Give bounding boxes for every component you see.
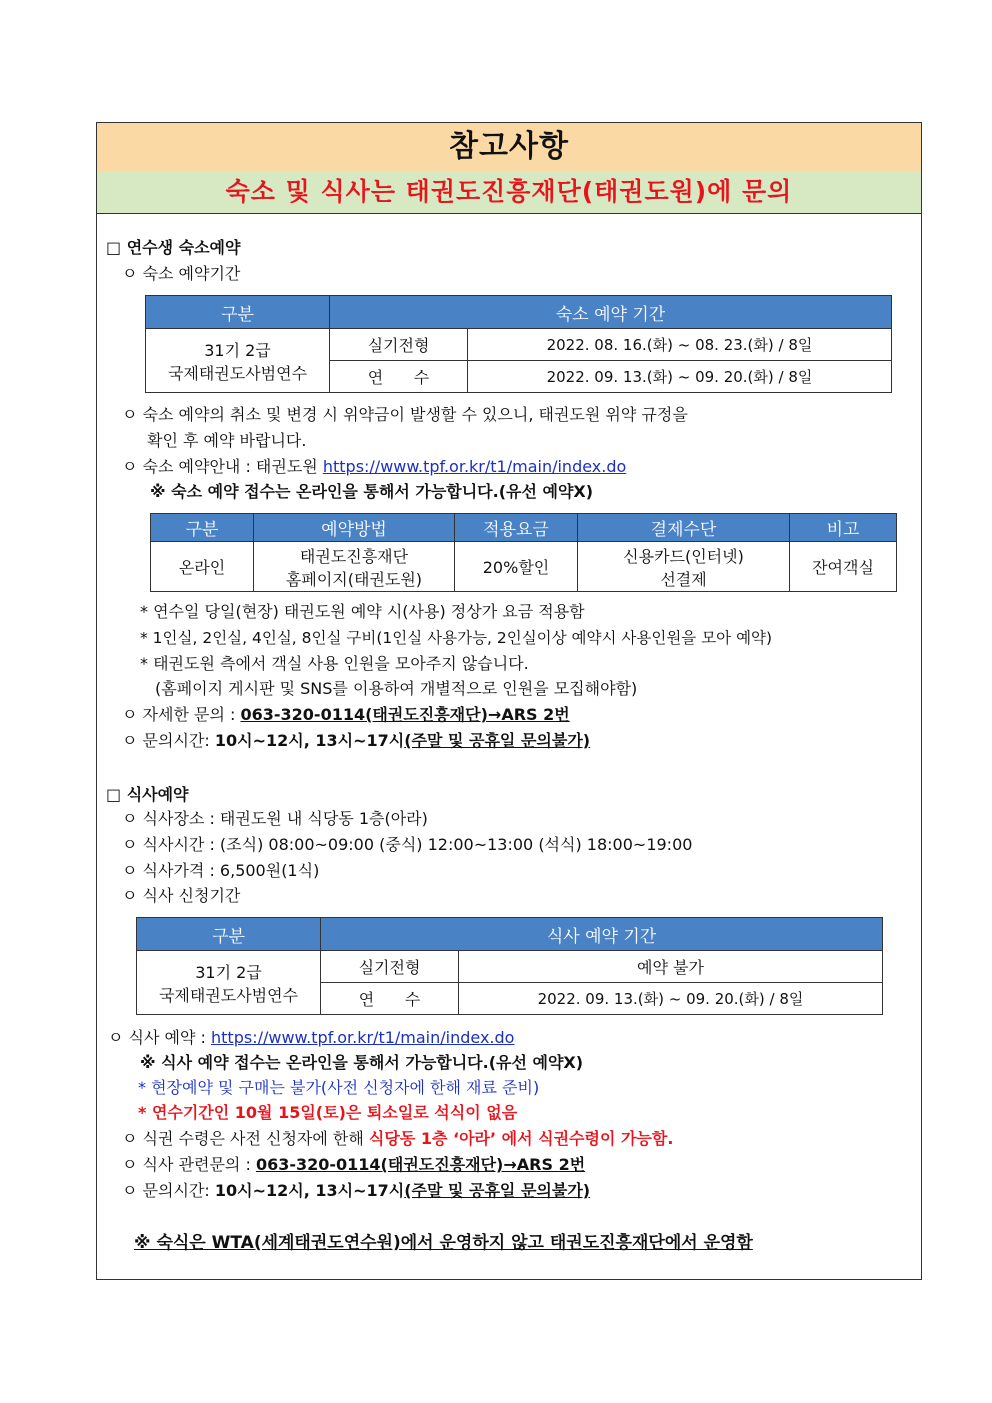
meal-onsite-note: * 현장예약 및 구매는 불가(사전 신청자에 한해 재료 준비) [138, 1078, 540, 1097]
footer-note: ※ 숙식은 WTA(세계태권도연수원)에서 운영하지 않고 태권도진흥재단에서 운영함 [134, 1233, 753, 1253]
lodging-note: (홈페이지 게시판 및 SNS를 이용하여 개별적으로 인원을 모집해야함) [155, 679, 638, 698]
meal-hours [122, 1180, 590, 1202]
meal-reserve-link[interactable]: https://www.tpf.or.kr/t1/main/index.do [211, 1028, 515, 1047]
table-header: 구분 [151, 514, 254, 542]
hours-note: (주말 및 공휴일 문의불가) [404, 731, 591, 750]
contact-phone: 063-320-0114(태권도진흥재단)→ARS 2번 [240, 705, 570, 724]
table-header: 비고 [790, 514, 897, 542]
lodging-note: * 태권도원 측에서 객실 사용 인원을 모아주지 않습니다. [140, 654, 529, 673]
lodging-guide-link[interactable]: https://www.tpf.or.kr/t1/main/index.do [322, 457, 627, 476]
meal-online-note: ※ 식사 예약 접수는 온라인을 통해서 가능합니다.(유선 예약X) [140, 1053, 584, 1072]
table-header: 식사 예약 기간 [321, 918, 883, 951]
lodging-contact [122, 704, 570, 726]
hours-value: 10시~12시, 13시~17시 [214, 1181, 405, 1200]
meal-heading: □ 식사예약 [106, 785, 189, 804]
period-cell: 2022. 08. 16.(화) ~ 08. 23.(화) / 8일 [468, 329, 892, 361]
hours-label: ㅇ 문의시간: [122, 731, 215, 750]
hours-label: ㅇ 문의시간: [122, 1181, 215, 1200]
lodging-method-table [150, 513, 897, 592]
method-cell [254, 542, 455, 592]
period-cell: 2022. 09. 13.(화) ~ 09. 20.(화) / 8일 [468, 361, 892, 393]
lodging-note: * 연수일 당일(현장) 태권도원 예약 시(사용) 정상가 요금 적용함 [140, 602, 585, 621]
meal-price: ㅇ 식사가격 : 6,500원(1식) [122, 861, 320, 880]
period-cell: 2022. 09. 13.(화) ~ 09. 20.(화) / 8일 [459, 983, 883, 1015]
lodging-hours [122, 730, 590, 752]
table-header: 결제수단 [578, 514, 790, 542]
meal-period-label: ㅇ 식사 신청기간 [122, 886, 241, 905]
lodging-note: * 1인실, 2인실, 4인실, 8인실 구비(1인실 사용가능, 2인실이상 예약시 사용인원을 모아 예약) [140, 629, 773, 647]
type-cell: 온라인 [151, 542, 254, 592]
hours-note: (주말 및 공휴일 문의불가) [404, 1181, 591, 1200]
type-cell: 실기전형 [321, 951, 459, 983]
lodging-guide-label: ㅇ 숙소 예약안내 : 태권도원 [122, 457, 323, 476]
period-cell: 예약 불가 [459, 951, 883, 983]
rate-cell: 20%할인 [455, 542, 578, 592]
page-subtitle: 숙소 및 식사는 태권도진흥재단(태권도원)에 문의 [97, 171, 921, 214]
cancel-note-cont: 확인 후 예약 바랍니다. [147, 431, 307, 450]
lodging-period-table [145, 295, 892, 393]
table-header: 적용요금 [455, 514, 578, 542]
course-line: 31기 2급 [195, 962, 262, 982]
type-cell: 연 수 [321, 983, 459, 1015]
table-header: 구분 [146, 296, 330, 329]
course-cell [146, 329, 330, 393]
table-header: 예약방법 [254, 514, 455, 542]
cancel-note: ㅇ 숙소 예약의 취소 및 변경 시 위약금이 발생할 수 있으니, 태권도원 위약 규정을 [122, 405, 688, 424]
lodging-guide [122, 456, 626, 478]
meal-ticket [122, 1128, 673, 1150]
course-line: 국제태권도사범연수 [158, 985, 299, 1005]
payment-line: 선결제 [660, 569, 707, 589]
contact-phone: 063-320-0114(태권도진흥재단)→ARS 2번 [255, 1155, 586, 1174]
type-cell: 연 수 [330, 361, 468, 393]
contact-label: ㅇ 식사 관련문의 : [122, 1155, 256, 1174]
lodging-online-note: ※ 숙소 예약 접수는 온라인을 통해서 가능합니다.(유선 예약X) [150, 482, 594, 501]
contact-label: ㅇ 자세한 문의 : [122, 705, 241, 724]
remark-cell: 잔여객실 [790, 542, 897, 592]
payment-cell [578, 542, 790, 592]
meal-place: ㅇ 식사장소 : 태권도원 내 식당동 1층(아라) [122, 809, 428, 828]
lodging-heading: □ 연수생 숙소예약 [106, 238, 241, 257]
course-line: 국제태권도사범연수 [167, 363, 308, 383]
page-title: 참고사항 [97, 123, 921, 172]
type-cell: 실기전형 [330, 329, 468, 361]
meal-reserve [108, 1027, 514, 1049]
payment-line: 신용카드(인터넷) [623, 546, 744, 566]
meal-dinner-note: * 연수기간인 10월 15일(토)은 퇴소일로 석식이 없음 [138, 1103, 518, 1122]
course-cell [137, 951, 321, 1015]
table-header: 구분 [137, 918, 321, 951]
hours-value: 10시~12시, 13시~17시 [214, 731, 405, 750]
meal-time: ㅇ 식사시간 : (조식) 08:00~09:00 (중식) 12:00~13:00 (석식) 18:00~19:00 [122, 835, 693, 854]
meal-period-table [136, 917, 883, 1015]
meal-reserve-label: ㅇ 식사 예약 : [108, 1028, 212, 1047]
method-line: 태권도진흥재단 [299, 546, 409, 566]
table-header: 숙소 예약 기간 [330, 296, 892, 329]
ticket-location: 식당동 1층 ‘아라’ 에서 식권수령이 가능함. [368, 1129, 674, 1148]
method-line: 홈페이지(태권도원) [285, 569, 423, 589]
course-line: 31기 2급 [204, 340, 271, 360]
lodging-period-label: ㅇ 숙소 예약기간 [122, 264, 241, 283]
meal-contact [122, 1154, 585, 1176]
ticket-label: ㅇ 식권 수령은 사전 신청자에 한해 [122, 1129, 369, 1148]
